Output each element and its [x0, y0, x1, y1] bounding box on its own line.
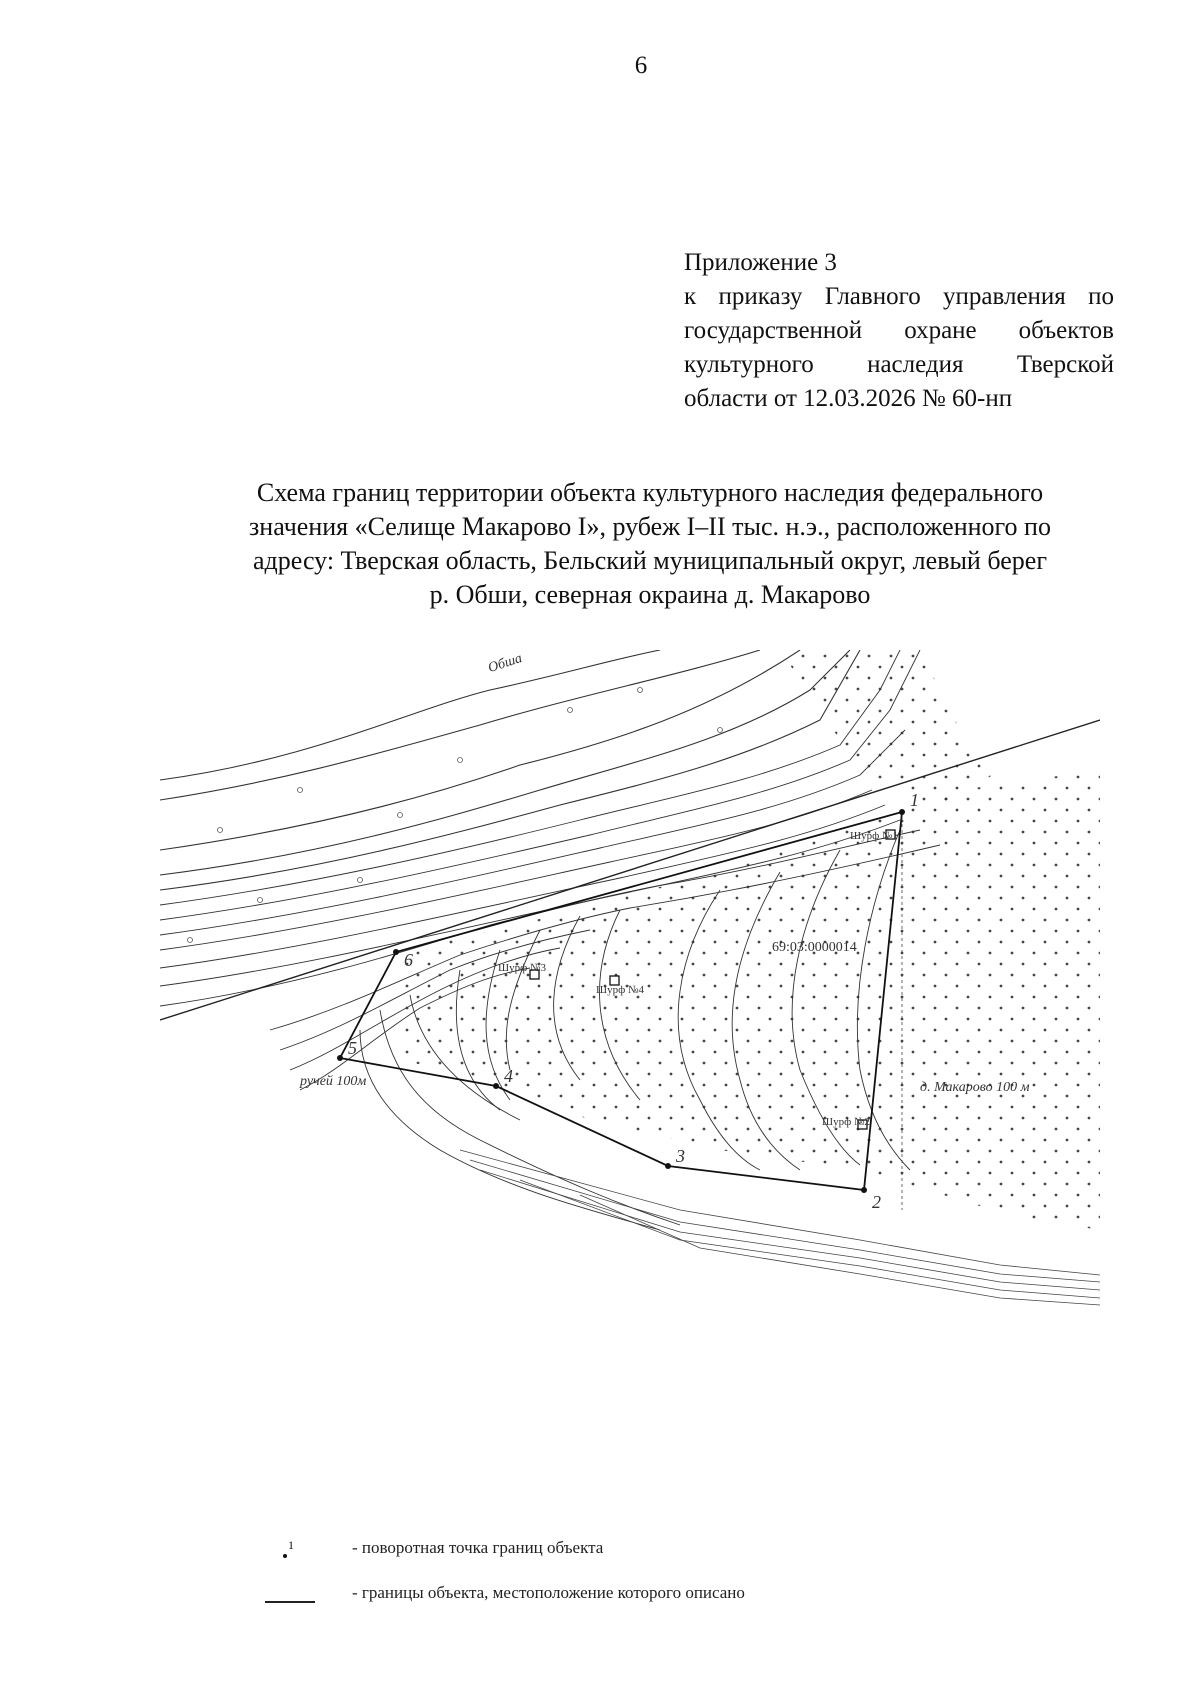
point-label-6: 6	[404, 950, 413, 970]
title-line-1: Схема границ территории объекта культурного наследия федерального	[256, 478, 1044, 507]
legend-point-symbol	[280, 1540, 300, 1564]
appendix-line-4: культурного наследия Тверской	[684, 351, 1114, 378]
river-contours	[160, 650, 860, 890]
point-label-3: 3	[676, 1146, 685, 1166]
title-line-3: адресу: Тверская область, Бельский муниципальный округ, левый берег	[253, 546, 1047, 575]
legend-point-number: 1	[288, 1538, 294, 1552]
legend-point-dot	[283, 1554, 287, 1558]
pit-label-3: Шурф №3	[498, 962, 546, 974]
point-label-1: 1	[910, 790, 919, 810]
appendix-line-1: Приложение 3	[684, 249, 837, 276]
title-line-4: р. Обши, северная окраина д. Макарово	[429, 580, 871, 609]
dotted-area-north	[780, 650, 1000, 810]
pit-label-4: Шурф №4	[596, 984, 644, 996]
village-label: д. Макарово 100 м	[920, 1080, 1030, 1095]
appendix-line-5: области от 12.03.2026 № 60-нп	[684, 385, 1013, 412]
stream-label: ручей 100м	[300, 1074, 367, 1089]
page-number: 6	[634, 52, 648, 79]
boundary-map	[160, 650, 1100, 1322]
point-label-4: 4	[504, 1066, 513, 1086]
dotted-area	[400, 770, 1100, 1230]
river-label: Обша	[486, 651, 525, 677]
legend-line-symbol	[265, 1597, 315, 1607]
cadastral-label: 69:03:0000014	[772, 940, 857, 955]
pit-label-1: Шурф №1	[850, 830, 898, 842]
title-line-2: значения «Селище Макарово I», рубеж I–II тыс. н.э., расположенного по	[249, 512, 1051, 541]
legend-point-text: - поворотная точка границ объекта	[352, 1538, 604, 1557]
point-label-5: 5	[348, 1038, 357, 1058]
legend-line-text: - границы объекта, местоположение которого описано	[352, 1583, 745, 1602]
appendix-line-3: государственной охране объектов	[684, 317, 1114, 344]
pit-label-2: Шурф №2	[822, 1116, 870, 1128]
document-title	[150, 476, 1150, 612]
legend-line-stroke	[265, 1601, 315, 1603]
appendix-line-2: к приказу Главного управления по	[684, 283, 1114, 310]
point-label-2: 2	[872, 1192, 881, 1212]
appendix-header	[684, 246, 1114, 416]
